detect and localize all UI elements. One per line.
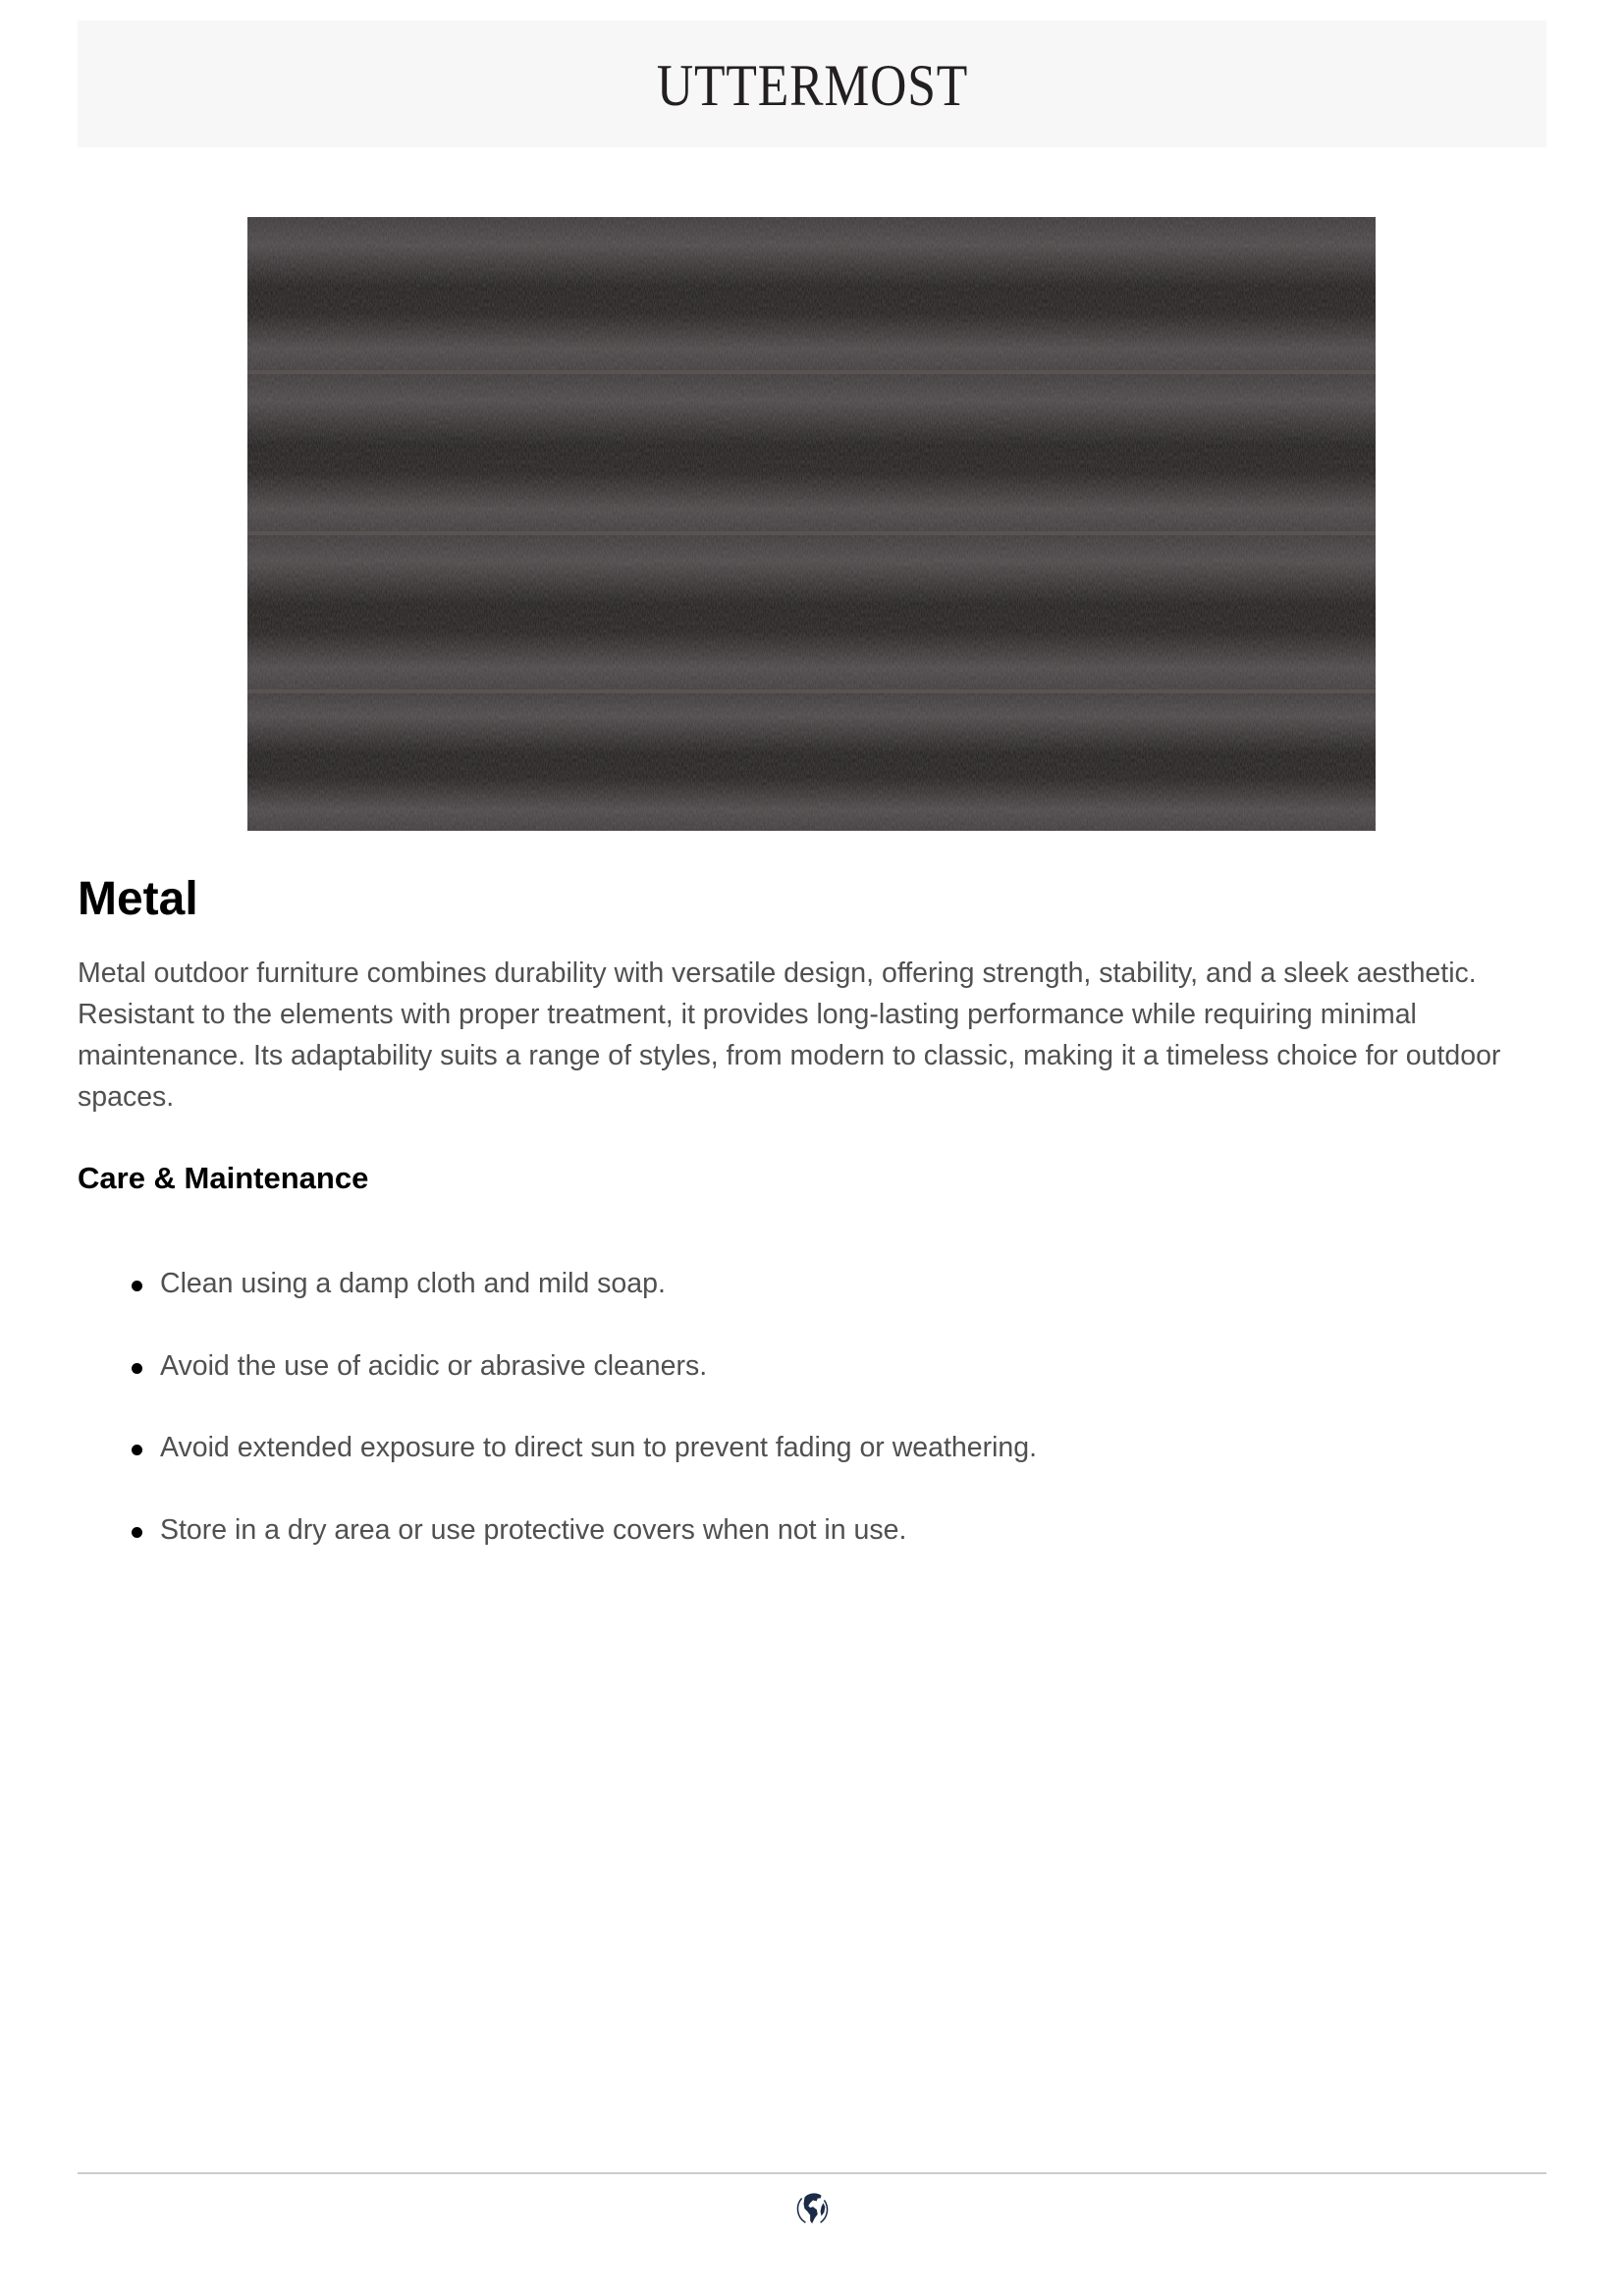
bullet-icon — [132, 1445, 142, 1455]
care-item-text: Avoid the use of acidic or abrasive cleaners. — [160, 1349, 708, 1382]
material-swatch-image — [247, 217, 1376, 831]
care-item-text: Store in a dry area or use protective covers when not in use. — [160, 1514, 907, 1547]
brand-logo: UTTERMOST — [656, 52, 968, 118]
metal-texture — [247, 217, 1376, 831]
groove-line — [247, 689, 1376, 693]
texture-grain — [247, 217, 1376, 831]
globe-icon-graphic — [794, 2190, 832, 2227]
bullet-icon — [132, 1527, 142, 1538]
material-description: Metal outdoor furniture combines durability with versatile design, offering strength, stability, and a sleek aesthetic. Resistant to the elements with proper treatment, it provides long-lasting performance while requiring minimal maintenance. Its adaptability suits a range of styles, from modern to classic, making it a timeless choice for outdoor spaces. — [78, 957, 1501, 1113]
care-item-text: Clean using a damp cloth and mild soap. — [160, 1268, 666, 1299]
brand-header — [78, 21, 1546, 147]
globe-icon[interactable] — [794, 2190, 832, 2227]
care-heading: Care & Maintenance — [78, 1161, 369, 1195]
groove-line — [247, 531, 1376, 535]
bullet-icon — [132, 1363, 142, 1374]
bullet-icon — [132, 1281, 142, 1291]
material-title: Metal — [78, 873, 198, 925]
footer-divider — [78, 2172, 1546, 2174]
care-item-text: Avoid extended exposure to direct sun to prevent fading or weathering. — [160, 1432, 1038, 1464]
groove-line — [247, 370, 1376, 374]
